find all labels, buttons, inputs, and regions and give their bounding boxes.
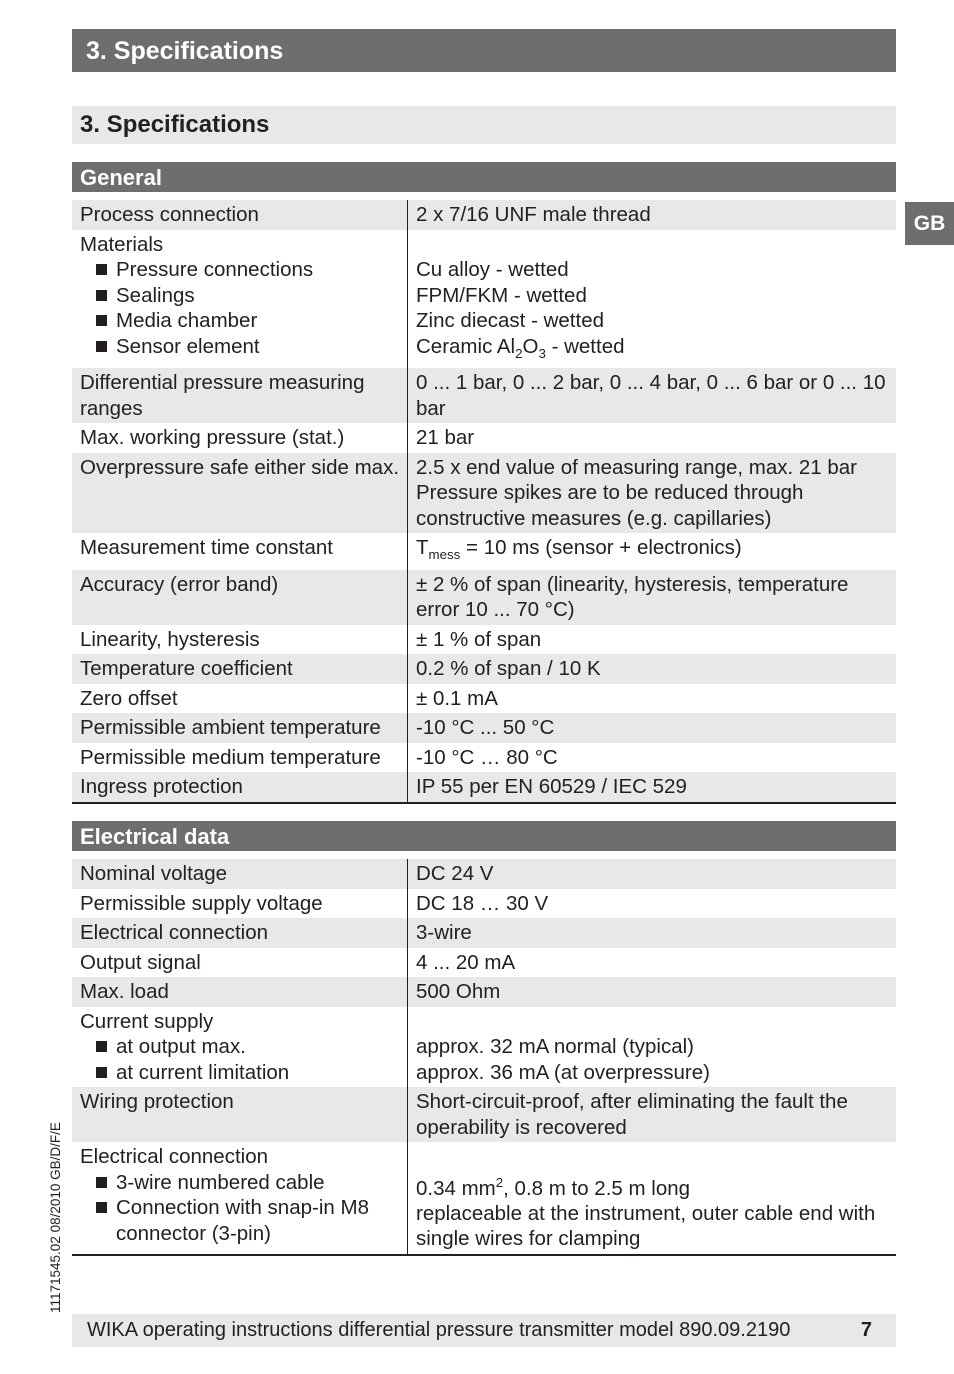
spec-value: -10 °C ... 50 °C	[408, 713, 896, 743]
table-row	[72, 570, 896, 625]
spec-label: Permissible supply voltage	[72, 889, 408, 919]
spec-value-group	[408, 1142, 896, 1254]
table-row	[72, 713, 896, 743]
bullet-square-icon	[96, 315, 107, 326]
language-tab-gb	[905, 202, 954, 245]
spec-value: DC 18 … 30 V	[416, 891, 549, 915]
bullet-square-icon	[96, 264, 107, 275]
spec-subitem-label: 3-wire numbered cable	[116, 1170, 325, 1194]
table-row	[72, 368, 896, 423]
spec-label: Accuracy (error band)	[72, 570, 408, 625]
page-number: 7	[860, 1319, 872, 1341]
electrical-table-heading	[72, 821, 896, 851]
bullet-square-icon	[96, 1067, 107, 1078]
spec-label: Differential pressure measuring ranges	[72, 368, 408, 423]
general-table-heading	[72, 162, 896, 192]
table-row	[72, 948, 896, 978]
spec-label: Max. working pressure (stat.)	[72, 423, 408, 453]
spec-subitem-label: at output max.	[116, 1035, 246, 1058]
table-row	[72, 654, 896, 684]
spec-label: Materials	[80, 232, 164, 256]
bullet-square-icon	[96, 290, 107, 301]
spec-label-group	[72, 1142, 408, 1254]
spec-subitem	[80, 257, 407, 283]
section-title-text: 3. Specifications	[80, 111, 270, 138]
spec-subitem	[80, 334, 407, 360]
spec-value: IP 55 per EN 60529 / IEC 529	[408, 772, 896, 802]
spec-label: Permissible medium temperature	[72, 743, 408, 773]
spec-value: approx. 32 mA normal (typical)	[416, 1035, 695, 1058]
general-spec-table	[72, 200, 896, 804]
spec-value: Cu alloy - wetted	[416, 258, 569, 281]
table-row	[72, 684, 896, 714]
spec-value: 500 Ohm	[408, 977, 896, 1007]
spec-subitem	[80, 1034, 407, 1060]
spec-value: ± 2 % of span (linearity, hysteresis, temperature error 10 ... 70 °C)	[408, 570, 896, 625]
spec-label: Output signal	[72, 948, 408, 978]
spec-value: replaceable at the instrument, outer cable end with single wires for clamping	[416, 1201, 876, 1251]
page-footer	[72, 1314, 896, 1347]
spec-value: DC 24 V	[408, 859, 896, 889]
spec-subitem-label: Sealings	[116, 283, 195, 307]
language-tab-label: GB	[913, 212, 946, 235]
table-row	[72, 423, 896, 453]
spec-value: ± 0.1 mA	[416, 686, 498, 710]
spec-value-group	[408, 230, 896, 369]
spec-label: Nominal voltage	[72, 859, 408, 889]
document-code: 11171545.02 08/2010 GB/D/F/E	[48, 1122, 63, 1313]
table-row	[72, 743, 896, 773]
spec-value: ± 1 % of span	[416, 627, 542, 651]
table-row	[72, 977, 896, 1007]
spec-value: 0.2 % of span / 10 K	[408, 654, 896, 684]
bullet-square-icon	[96, 1202, 107, 1213]
spec-label: Overpressure safe either side max.	[72, 453, 408, 534]
spec-value: -10 °C … 80 °C	[416, 745, 558, 769]
table-row	[72, 230, 896, 369]
table-row	[72, 918, 896, 948]
spec-value: 2.5 x end value of measuring range, max. 21 bar Pressure spikes are to be reduced through constructive measures (e.g. capillaries)	[408, 453, 896, 534]
spec-subitem	[80, 1170, 407, 1196]
spec-subitem	[80, 1195, 407, 1246]
spec-label: Temperature coefficient	[72, 654, 408, 684]
spec-subitem-label: Sensor element	[116, 334, 260, 358]
footer-text: WIKA operating instructions differential pressure transmitter model 890.09.2190	[87, 1319, 791, 1341]
spec-label: Zero offset	[72, 684, 408, 714]
table-row	[72, 859, 896, 889]
table-row	[72, 1087, 896, 1142]
spec-label: Max. load	[72, 977, 408, 1007]
spec-value-group	[408, 1007, 896, 1088]
table-row	[72, 453, 896, 534]
spec-label: Process connection	[72, 200, 408, 230]
chapter-header-bar	[72, 29, 896, 72]
spec-label: Electrical connection	[80, 1145, 269, 1168]
spec-label: Electrical connection	[72, 918, 408, 948]
spec-value: 0 ... 1 bar, 0 ... 2 bar, 0 ... 4 bar, 0 ... 6 bar or 0 ... 10 bar	[408, 368, 896, 423]
spec-label: Wiring protection	[72, 1087, 408, 1142]
table-row	[72, 625, 896, 655]
bullet-square-icon	[96, 341, 107, 352]
spec-label: Measurement time constant	[72, 533, 408, 570]
spec-subitem-label: Pressure connections	[116, 258, 314, 281]
spec-value: Ceramic $Al_2O_3$ - wetted	[416, 334, 625, 361]
table-row	[72, 1007, 896, 1088]
spec-value: 4 ... 20 mA	[416, 950, 516, 974]
table-row	[72, 1142, 896, 1254]
table-row	[72, 200, 896, 230]
spec-label: Current supply	[80, 1009, 214, 1033]
spec-value: 0.34 $mm^2$, 0.8 m to 2.5 m long	[416, 1174, 691, 1200]
spec-value: 3-wire	[408, 918, 896, 948]
spec-subitem	[80, 308, 407, 334]
spec-value: $T_{mess} = 10$ ms (sensor + electronics)	[416, 536, 742, 563]
electrical-heading-text: Electrical data	[80, 824, 230, 849]
spec-value: approx. 36 mA (at overpressure)	[416, 1060, 710, 1084]
section-title	[72, 106, 896, 144]
spec-label: Linearity, hysteresis	[72, 625, 408, 655]
spec-label: Permissible ambient temperature	[72, 713, 408, 743]
general-heading-text: General	[80, 165, 162, 190]
spec-value: 21 bar	[416, 426, 475, 450]
bullet-square-icon	[96, 1177, 107, 1188]
spec-value: Short-circuit-proof, after eliminating the fault the operability is recovered	[408, 1087, 896, 1142]
spec-subitem	[80, 1060, 407, 1086]
spec-subitem	[80, 283, 407, 309]
spec-label: Ingress protection	[72, 772, 408, 802]
table-row	[72, 772, 896, 802]
spec-subitem-label: Media chamber	[116, 309, 258, 332]
table-row	[72, 889, 896, 919]
spec-value: Zinc diecast - wetted	[416, 309, 604, 332]
spec-subitem-label: Connection with snap-in M8 connector (3-pin)	[116, 1196, 369, 1245]
spec-value: FPM/FKM - wetted	[416, 283, 587, 307]
spec-value: 2 x 7/16 UNF male thread	[408, 200, 896, 230]
spec-subitem-label: at current limitation	[116, 1060, 290, 1084]
spec-label-group	[72, 1007, 408, 1088]
bullet-square-icon	[96, 1041, 107, 1052]
spec-label-group	[72, 230, 408, 369]
table-row	[72, 533, 896, 570]
electrical-spec-table	[72, 859, 896, 1256]
chapter-title: 3. Specifications	[86, 37, 284, 65]
